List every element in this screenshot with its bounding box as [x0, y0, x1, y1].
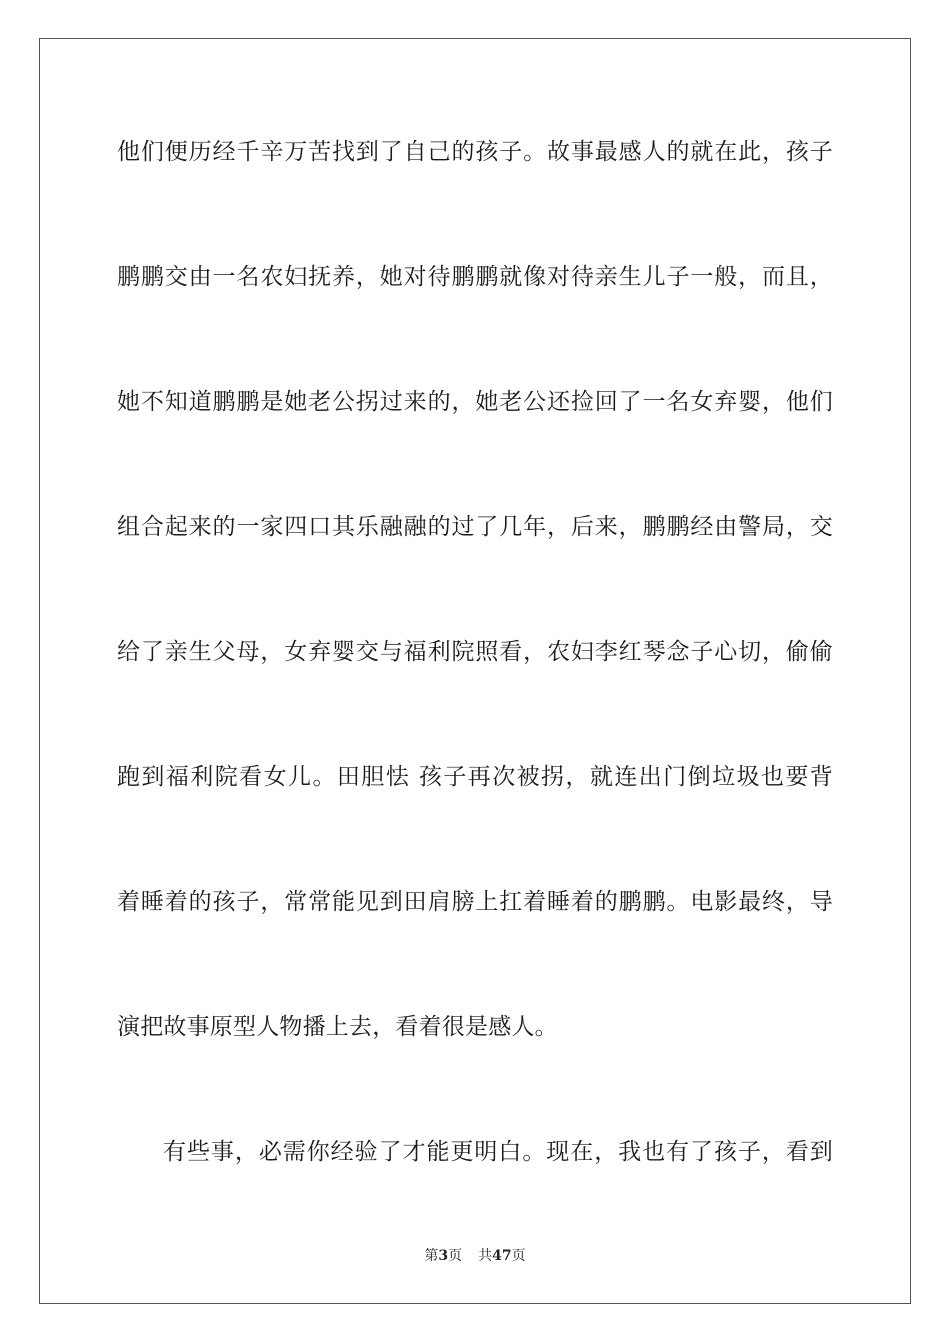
body-text-line-8: 演把故事原型人物播上去，看着很是感人。 — [117, 1014, 558, 1040]
page-footer — [0, 1247, 950, 1265]
total-label-prefix: 共 — [478, 1248, 493, 1264]
current-page-number: 3 — [438, 1248, 449, 1264]
total-page-count: 47 — [492, 1248, 512, 1264]
body-text-line-4: 组合起来的一家四口其乐融融的过了几年，后来，鹏鹏经由警局，交 — [117, 514, 833, 540]
body-text-line-1: 他们便历经千辛万苦找到了自己的孩子。故事最感人的就在此，孩子 — [117, 139, 833, 165]
body-text-line-7: 着睡着的孩子，常常能见到田肩膀上扛着睡着的鹏鹏。电影最终，导 — [117, 889, 833, 915]
page-label-suffix: 页 — [448, 1248, 463, 1264]
body-text-line-6: 跑到福利院看女儿。田胆怯 孩子再次被拐，就连出门倒垃圾也要背 — [117, 764, 833, 790]
body-text-line-3: 她不知道鹏鹏是她老公拐过来的，她老公还捡回了一名女弃婴，他们 — [117, 389, 833, 415]
body-text-line-2: 鹏鹏交由一名农妇抚养，她对待鹏鹏就像对待亲生儿子一般，而且， — [117, 264, 833, 290]
paragraph-start-line: 有些事，必需你经验了才能更明白。现在，我也有了孩子，看到 — [163, 1139, 833, 1165]
page-label-prefix: 第 — [424, 1248, 439, 1264]
body-text-line-5: 给了亲生父母，女弃婴交与福利院照看，农妇李红琴念子心切，偷偷 — [117, 639, 833, 665]
page-border — [39, 38, 911, 1304]
total-label-suffix: 页 — [511, 1248, 526, 1264]
